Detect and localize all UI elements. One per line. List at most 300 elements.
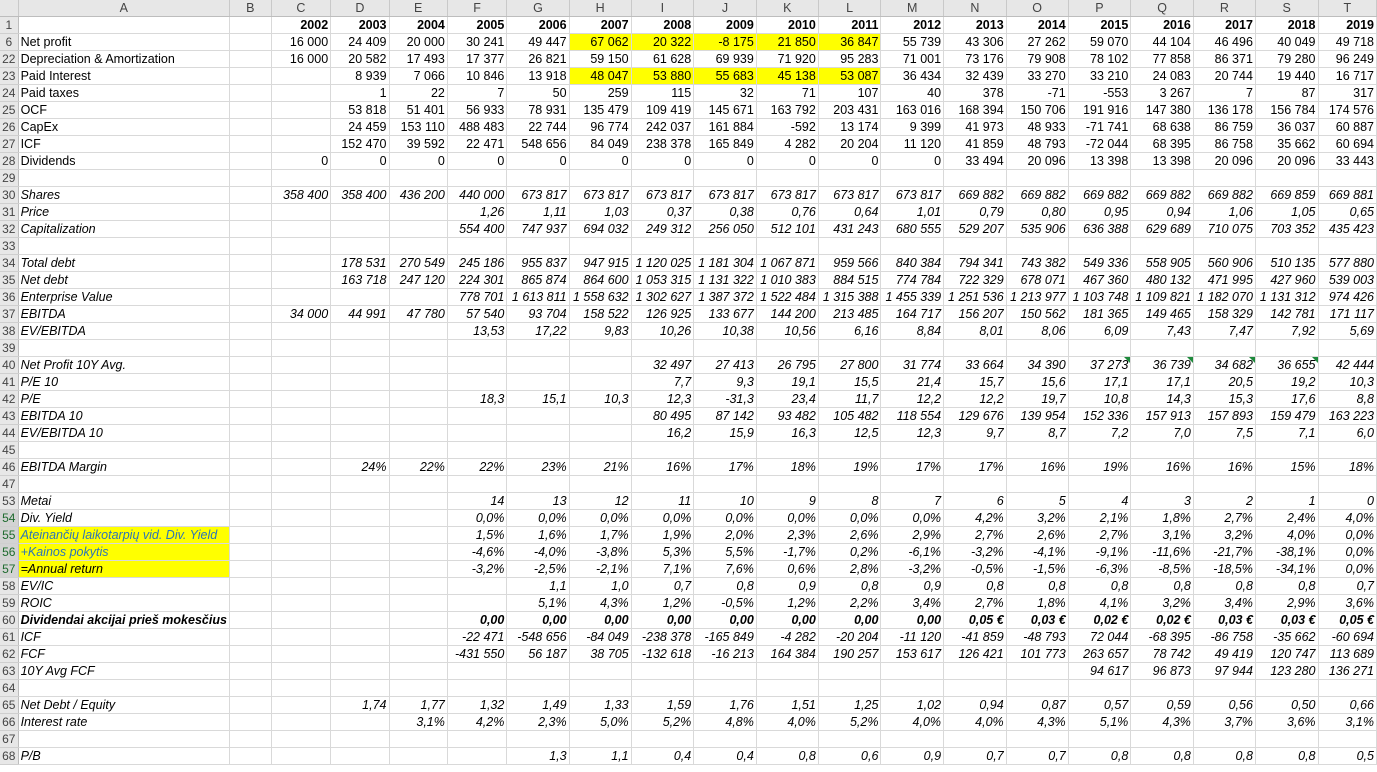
cell-c67[interactable] xyxy=(271,731,331,748)
cell-o68[interactable]: 0,7 xyxy=(1006,748,1068,765)
cell-o46[interactable]: 16% xyxy=(1006,459,1068,476)
cell-g34[interactable]: 955 837 xyxy=(507,255,569,272)
cell-k34[interactable]: 1 067 871 xyxy=(756,255,818,272)
cell-b29[interactable] xyxy=(229,170,271,187)
cell-f38[interactable]: 13,53 xyxy=(447,323,506,340)
cell-f58[interactable] xyxy=(447,578,506,595)
cell-t62[interactable]: 113 689 xyxy=(1318,646,1376,663)
cell-l67[interactable] xyxy=(818,731,881,748)
row-header-23[interactable]: 23 xyxy=(0,68,18,85)
cell-o67[interactable] xyxy=(1006,731,1068,748)
cell-q38[interactable]: 7,43 xyxy=(1131,323,1194,340)
cell-r34[interactable]: 560 906 xyxy=(1193,255,1255,272)
cell-s39[interactable] xyxy=(1255,340,1318,357)
cell-i63[interactable] xyxy=(631,663,694,680)
cell-e33[interactable] xyxy=(389,238,447,255)
cell-q62[interactable]: 78 742 xyxy=(1131,646,1194,663)
cell-q46[interactable]: 16% xyxy=(1131,459,1194,476)
cell-a38[interactable]: EV/EBITDA xyxy=(18,323,229,340)
cell-i30[interactable]: 673 817 xyxy=(631,187,694,204)
cell-e28[interactable]: 0 xyxy=(389,153,447,170)
cell-h38[interactable]: 9,83 xyxy=(569,323,631,340)
cell-r29[interactable] xyxy=(1193,170,1255,187)
cell-g45[interactable] xyxy=(507,442,569,459)
cell-g62[interactable]: 56 187 xyxy=(507,646,569,663)
cell-s57[interactable]: -34,1% xyxy=(1255,561,1318,578)
cell-l44[interactable]: 12,5 xyxy=(818,425,881,442)
cell-q29[interactable] xyxy=(1131,170,1194,187)
cell-i25[interactable]: 109 419 xyxy=(631,102,694,119)
cell-a65[interactable]: Net Debt / Equity xyxy=(18,697,229,714)
cell-c31[interactable] xyxy=(271,204,331,221)
cell-o35[interactable]: 678 071 xyxy=(1006,272,1068,289)
cell-g60[interactable]: 0,00 xyxy=(507,612,569,629)
cell-n22[interactable]: 73 176 xyxy=(944,51,1007,68)
cell-g24[interactable]: 50 xyxy=(507,85,569,102)
cell-k68[interactable]: 0,8 xyxy=(756,748,818,765)
cell-e66[interactable]: 3,1% xyxy=(389,714,447,731)
cell-l64[interactable] xyxy=(818,680,881,697)
cell-o66[interactable]: 4,3% xyxy=(1006,714,1068,731)
cell-l61[interactable]: -20 204 xyxy=(818,629,881,646)
cell-j64[interactable] xyxy=(694,680,757,697)
cell-b63[interactable] xyxy=(229,663,271,680)
cell-f25[interactable]: 56 933 xyxy=(447,102,506,119)
cell-t40[interactable]: 42 444 xyxy=(1318,357,1376,374)
cell-o64[interactable] xyxy=(1006,680,1068,697)
cell-s6[interactable]: 40 049 xyxy=(1255,34,1318,51)
cell-g67[interactable] xyxy=(507,731,569,748)
cell-r68[interactable]: 0,8 xyxy=(1193,748,1255,765)
cell-n61[interactable]: -41 859 xyxy=(944,629,1007,646)
cell-i64[interactable] xyxy=(631,680,694,697)
cell-m65[interactable]: 1,02 xyxy=(881,697,944,714)
cell-n39[interactable] xyxy=(944,340,1007,357)
cell-m54[interactable]: 0,0% xyxy=(881,510,944,527)
cell-m42[interactable]: 12,2 xyxy=(881,391,944,408)
cell-k27[interactable]: 4 282 xyxy=(756,136,818,153)
cell-l57[interactable]: 2,8% xyxy=(818,561,881,578)
row-header-61[interactable]: 61 xyxy=(0,629,18,646)
cell-o45[interactable] xyxy=(1006,442,1068,459)
cell-n37[interactable]: 156 207 xyxy=(944,306,1007,323)
cell-g31[interactable]: 1,11 xyxy=(507,204,569,221)
row-header-34[interactable]: 34 xyxy=(0,255,18,272)
row-header-33[interactable]: 33 xyxy=(0,238,18,255)
cell-d64[interactable] xyxy=(331,680,389,697)
row-header-41[interactable]: 41 xyxy=(0,374,18,391)
column-header-h[interactable]: H xyxy=(569,0,631,17)
cell-k47[interactable] xyxy=(756,476,818,493)
cell-c34[interactable] xyxy=(271,255,331,272)
cell-t22[interactable]: 96 249 xyxy=(1318,51,1376,68)
cell-o31[interactable]: 0,80 xyxy=(1006,204,1068,221)
cell-t35[interactable]: 539 003 xyxy=(1318,272,1376,289)
cell-c41[interactable] xyxy=(271,374,331,391)
cell-h66[interactable]: 5,0% xyxy=(569,714,631,731)
cell-e67[interactable] xyxy=(389,731,447,748)
cell-i53[interactable]: 11 xyxy=(631,493,694,510)
cell-f29[interactable] xyxy=(447,170,506,187)
cell-f53[interactable]: 14 xyxy=(447,493,506,510)
cell-b44[interactable] xyxy=(229,425,271,442)
row-header-36[interactable]: 36 xyxy=(0,289,18,306)
cell-q6[interactable]: 44 104 xyxy=(1131,34,1194,51)
cell-h32[interactable]: 694 032 xyxy=(569,221,631,238)
cell-h60[interactable]: 0,00 xyxy=(569,612,631,629)
cell-k36[interactable]: 1 522 484 xyxy=(756,289,818,306)
cell-l28[interactable]: 0 xyxy=(818,153,881,170)
cell-j26[interactable]: 161 884 xyxy=(694,119,757,136)
cell-a31[interactable]: Price xyxy=(18,204,229,221)
cell-h23[interactable]: 48 047 xyxy=(569,68,631,85)
cell-g44[interactable] xyxy=(507,425,569,442)
cell-k57[interactable]: 0,6% xyxy=(756,561,818,578)
cell-d63[interactable] xyxy=(331,663,389,680)
cell-h62[interactable]: 38 705 xyxy=(569,646,631,663)
cell-d27[interactable]: 152 470 xyxy=(331,136,389,153)
cell-i39[interactable] xyxy=(631,340,694,357)
cell-d67[interactable] xyxy=(331,731,389,748)
cell-o33[interactable] xyxy=(1006,238,1068,255)
cell-t31[interactable]: 0,65 xyxy=(1318,204,1376,221)
cell-j23[interactable]: 55 683 xyxy=(694,68,757,85)
cell-q40[interactable]: 36 739 xyxy=(1131,357,1194,374)
cell-c47[interactable] xyxy=(271,476,331,493)
cell-r28[interactable]: 20 096 xyxy=(1193,153,1255,170)
cell-a43[interactable]: EBITDA 10 xyxy=(18,408,229,425)
cell-o42[interactable]: 19,7 xyxy=(1006,391,1068,408)
cell-k59[interactable]: 1,2% xyxy=(756,595,818,612)
cell-g32[interactable]: 747 937 xyxy=(507,221,569,238)
cell-n1[interactable]: 2013 xyxy=(944,17,1007,34)
cell-g23[interactable]: 13 918 xyxy=(507,68,569,85)
cell-h35[interactable]: 864 600 xyxy=(569,272,631,289)
cell-e64[interactable] xyxy=(389,680,447,697)
cell-g26[interactable]: 22 744 xyxy=(507,119,569,136)
cell-o26[interactable]: 48 933 xyxy=(1006,119,1068,136)
cell-k23[interactable]: 45 138 xyxy=(756,68,818,85)
cell-t46[interactable]: 18% xyxy=(1318,459,1376,476)
cell-n68[interactable]: 0,7 xyxy=(944,748,1007,765)
cell-h44[interactable] xyxy=(569,425,631,442)
cell-g64[interactable] xyxy=(507,680,569,697)
row-header-29[interactable]: 29 xyxy=(0,170,18,187)
cell-l29[interactable] xyxy=(818,170,881,187)
cell-d34[interactable]: 178 531 xyxy=(331,255,389,272)
cell-s54[interactable]: 2,4% xyxy=(1255,510,1318,527)
cell-m53[interactable]: 7 xyxy=(881,493,944,510)
cell-e62[interactable] xyxy=(389,646,447,663)
cell-d42[interactable] xyxy=(331,391,389,408)
cell-r67[interactable] xyxy=(1193,731,1255,748)
cell-m37[interactable]: 164 717 xyxy=(881,306,944,323)
cell-l43[interactable]: 105 482 xyxy=(818,408,881,425)
cell-f65[interactable]: 1,32 xyxy=(447,697,506,714)
cell-p44[interactable]: 7,2 xyxy=(1068,425,1131,442)
cell-q35[interactable]: 480 132 xyxy=(1131,272,1194,289)
cell-q28[interactable]: 13 398 xyxy=(1131,153,1194,170)
cell-t29[interactable] xyxy=(1318,170,1376,187)
cell-r30[interactable]: 669 882 xyxy=(1193,187,1255,204)
cell-r60[interactable]: 0,03 € xyxy=(1193,612,1255,629)
cell-a58[interactable]: EV/IC xyxy=(18,578,229,595)
cell-j1[interactable]: 2009 xyxy=(694,17,757,34)
cell-i34[interactable]: 1 120 025 xyxy=(631,255,694,272)
cell-i56[interactable]: 5,3% xyxy=(631,544,694,561)
cell-f45[interactable] xyxy=(447,442,506,459)
cell-s30[interactable]: 669 859 xyxy=(1255,187,1318,204)
cell-h43[interactable] xyxy=(569,408,631,425)
cell-p22[interactable]: 78 102 xyxy=(1068,51,1131,68)
cell-t44[interactable]: 6,0 xyxy=(1318,425,1376,442)
column-header-t[interactable]: T xyxy=(1318,0,1376,17)
cell-d54[interactable] xyxy=(331,510,389,527)
cell-a53[interactable]: Metai xyxy=(18,493,229,510)
cell-g59[interactable]: 5,1% xyxy=(507,595,569,612)
cell-r57[interactable]: -18,5% xyxy=(1193,561,1255,578)
cell-k37[interactable]: 144 200 xyxy=(756,306,818,323)
row-header-56[interactable]: 56 xyxy=(0,544,18,561)
cell-n35[interactable]: 722 329 xyxy=(944,272,1007,289)
cell-b39[interactable] xyxy=(229,340,271,357)
cell-b46[interactable] xyxy=(229,459,271,476)
row-header-22[interactable]: 22 xyxy=(0,51,18,68)
cell-h26[interactable]: 96 774 xyxy=(569,119,631,136)
row-header-68[interactable]: 68 xyxy=(0,748,18,765)
cell-r42[interactable]: 15,3 xyxy=(1193,391,1255,408)
cell-s27[interactable]: 35 662 xyxy=(1255,136,1318,153)
cell-a68[interactable]: P/B xyxy=(18,748,229,765)
cell-e36[interactable] xyxy=(389,289,447,306)
cell-f34[interactable]: 245 186 xyxy=(447,255,506,272)
row-header-40[interactable]: 40 xyxy=(0,357,18,374)
cell-c33[interactable] xyxy=(271,238,331,255)
cell-s22[interactable]: 79 280 xyxy=(1255,51,1318,68)
cell-i65[interactable]: 1,59 xyxy=(631,697,694,714)
cell-q36[interactable]: 1 109 821 xyxy=(1131,289,1194,306)
cell-l38[interactable]: 6,16 xyxy=(818,323,881,340)
cell-m47[interactable] xyxy=(881,476,944,493)
cell-m63[interactable] xyxy=(881,663,944,680)
cell-s44[interactable]: 7,1 xyxy=(1255,425,1318,442)
cell-j55[interactable]: 2,0% xyxy=(694,527,757,544)
cell-c40[interactable] xyxy=(271,357,331,374)
cell-c29[interactable] xyxy=(271,170,331,187)
cell-g54[interactable]: 0,0% xyxy=(507,510,569,527)
cell-t65[interactable]: 0,66 xyxy=(1318,697,1376,714)
cell-l41[interactable]: 15,5 xyxy=(818,374,881,391)
cell-c61[interactable] xyxy=(271,629,331,646)
cell-e6[interactable]: 20 000 xyxy=(389,34,447,51)
cell-g56[interactable]: -4,0% xyxy=(507,544,569,561)
row-header-26[interactable]: 26 xyxy=(0,119,18,136)
cell-l24[interactable]: 107 xyxy=(818,85,881,102)
cell-t68[interactable]: 0,5 xyxy=(1318,748,1376,765)
cell-n34[interactable]: 794 341 xyxy=(944,255,1007,272)
cell-l31[interactable]: 0,64 xyxy=(818,204,881,221)
cell-s25[interactable]: 156 784 xyxy=(1255,102,1318,119)
cell-a34[interactable]: Total debt xyxy=(18,255,229,272)
cell-k39[interactable] xyxy=(756,340,818,357)
cell-c64[interactable] xyxy=(271,680,331,697)
cell-i35[interactable]: 1 053 315 xyxy=(631,272,694,289)
cell-a67[interactable] xyxy=(18,731,229,748)
cell-b37[interactable] xyxy=(229,306,271,323)
cell-p27[interactable]: -72 044 xyxy=(1068,136,1131,153)
cell-i26[interactable]: 242 037 xyxy=(631,119,694,136)
cell-c37[interactable]: 34 000 xyxy=(271,306,331,323)
cell-f56[interactable]: -4,6% xyxy=(447,544,506,561)
cell-a33[interactable] xyxy=(18,238,229,255)
cell-g40[interactable] xyxy=(507,357,569,374)
cell-i41[interactable]: 7,7 xyxy=(631,374,694,391)
cell-k67[interactable] xyxy=(756,731,818,748)
cell-o1[interactable]: 2014 xyxy=(1006,17,1068,34)
cell-f62[interactable]: -431 550 xyxy=(447,646,506,663)
column-header-o[interactable]: O xyxy=(1006,0,1068,17)
cell-n38[interactable]: 8,01 xyxy=(944,323,1007,340)
cell-l42[interactable]: 11,7 xyxy=(818,391,881,408)
cell-g58[interactable]: 1,1 xyxy=(507,578,569,595)
cell-m59[interactable]: 3,4% xyxy=(881,595,944,612)
cell-p47[interactable] xyxy=(1068,476,1131,493)
cell-d41[interactable] xyxy=(331,374,389,391)
cell-j61[interactable]: -165 849 xyxy=(694,629,757,646)
cell-f6[interactable]: 30 241 xyxy=(447,34,506,51)
cell-p58[interactable]: 0,8 xyxy=(1068,578,1131,595)
cell-m33[interactable] xyxy=(881,238,944,255)
cell-s33[interactable] xyxy=(1255,238,1318,255)
cell-i62[interactable]: -132 618 xyxy=(631,646,694,663)
cell-c63[interactable] xyxy=(271,663,331,680)
cell-d65[interactable]: 1,74 xyxy=(331,697,389,714)
cell-t66[interactable]: 3,1% xyxy=(1318,714,1376,731)
row-header-65[interactable]: 65 xyxy=(0,697,18,714)
row-header-38[interactable]: 38 xyxy=(0,323,18,340)
cell-h42[interactable]: 10,3 xyxy=(569,391,631,408)
cell-j39[interactable] xyxy=(694,340,757,357)
cell-q61[interactable]: -68 395 xyxy=(1131,629,1194,646)
cell-d30[interactable]: 358 400 xyxy=(331,187,389,204)
cell-n32[interactable]: 529 207 xyxy=(944,221,1007,238)
cell-p57[interactable]: -6,3% xyxy=(1068,561,1131,578)
cell-a32[interactable]: Capitalization xyxy=(18,221,229,238)
cell-m29[interactable] xyxy=(881,170,944,187)
cell-a6[interactable]: Net profit xyxy=(18,34,229,51)
cell-a26[interactable]: CapEx xyxy=(18,119,229,136)
cell-p37[interactable]: 181 365 xyxy=(1068,306,1131,323)
cell-t36[interactable]: 974 426 xyxy=(1318,289,1376,306)
cell-r38[interactable]: 7,47 xyxy=(1193,323,1255,340)
cell-q23[interactable]: 24 083 xyxy=(1131,68,1194,85)
cell-n6[interactable]: 43 306 xyxy=(944,34,1007,51)
cell-e38[interactable] xyxy=(389,323,447,340)
cell-k1[interactable]: 2010 xyxy=(756,17,818,34)
cell-f64[interactable] xyxy=(447,680,506,697)
cell-p55[interactable]: 2,7% xyxy=(1068,527,1131,544)
cell-t55[interactable]: 0,0% xyxy=(1318,527,1376,544)
cell-l55[interactable]: 2,6% xyxy=(818,527,881,544)
cell-a45[interactable] xyxy=(18,442,229,459)
cell-m34[interactable]: 840 384 xyxy=(881,255,944,272)
cell-m43[interactable]: 118 554 xyxy=(881,408,944,425)
cell-g63[interactable] xyxy=(507,663,569,680)
cell-a23[interactable]: Paid Interest xyxy=(18,68,229,85)
cell-k54[interactable]: 0,0% xyxy=(756,510,818,527)
cell-f54[interactable]: 0,0% xyxy=(447,510,506,527)
cell-c68[interactable] xyxy=(271,748,331,765)
cell-b55[interactable] xyxy=(229,527,271,544)
cell-n26[interactable]: 41 973 xyxy=(944,119,1007,136)
cell-f41[interactable] xyxy=(447,374,506,391)
cell-l22[interactable]: 95 283 xyxy=(818,51,881,68)
cell-q31[interactable]: 0,94 xyxy=(1131,204,1194,221)
cell-m55[interactable]: 2,9% xyxy=(881,527,944,544)
cell-n66[interactable]: 4,0% xyxy=(944,714,1007,731)
cell-e56[interactable] xyxy=(389,544,447,561)
cell-i58[interactable]: 0,7 xyxy=(631,578,694,595)
cell-d45[interactable] xyxy=(331,442,389,459)
cell-f24[interactable]: 7 xyxy=(447,85,506,102)
cell-t30[interactable]: 669 881 xyxy=(1318,187,1376,204)
cell-m46[interactable]: 17% xyxy=(881,459,944,476)
cell-q65[interactable]: 0,59 xyxy=(1131,697,1194,714)
cell-i38[interactable]: 10,26 xyxy=(631,323,694,340)
cell-b24[interactable] xyxy=(229,85,271,102)
cell-t39[interactable] xyxy=(1318,340,1376,357)
cell-h27[interactable]: 84 049 xyxy=(569,136,631,153)
cell-c58[interactable] xyxy=(271,578,331,595)
cell-t60[interactable]: 0,05 € xyxy=(1318,612,1376,629)
cell-a61[interactable]: ICF xyxy=(18,629,229,646)
cell-a24[interactable]: Paid taxes xyxy=(18,85,229,102)
cell-f37[interactable]: 57 540 xyxy=(447,306,506,323)
cell-a39[interactable] xyxy=(18,340,229,357)
cell-n33[interactable] xyxy=(944,238,1007,255)
cell-q41[interactable]: 17,1 xyxy=(1131,374,1194,391)
cell-o28[interactable]: 20 096 xyxy=(1006,153,1068,170)
cell-r35[interactable]: 471 995 xyxy=(1193,272,1255,289)
column-header-n[interactable]: N xyxy=(944,0,1007,17)
cell-d6[interactable]: 24 409 xyxy=(331,34,389,51)
cell-p34[interactable]: 549 336 xyxy=(1068,255,1131,272)
cell-q59[interactable]: 3,2% xyxy=(1131,595,1194,612)
cell-a59[interactable]: ROIC xyxy=(18,595,229,612)
cell-k28[interactable]: 0 xyxy=(756,153,818,170)
cell-c43[interactable] xyxy=(271,408,331,425)
cell-o22[interactable]: 79 908 xyxy=(1006,51,1068,68)
cell-f28[interactable]: 0 xyxy=(447,153,506,170)
cell-k53[interactable]: 9 xyxy=(756,493,818,510)
cell-d44[interactable] xyxy=(331,425,389,442)
cell-j28[interactable]: 0 xyxy=(694,153,757,170)
cell-o56[interactable]: -4,1% xyxy=(1006,544,1068,561)
cell-r1[interactable]: 2017 xyxy=(1193,17,1255,34)
cell-c22[interactable]: 16 000 xyxy=(271,51,331,68)
cell-d37[interactable]: 44 991 xyxy=(331,306,389,323)
row-header-54[interactable]: 54 xyxy=(0,510,18,527)
cell-o47[interactable] xyxy=(1006,476,1068,493)
cell-d58[interactable] xyxy=(331,578,389,595)
cell-f61[interactable]: -22 471 xyxy=(447,629,506,646)
cell-a57[interactable]: =Annual return xyxy=(18,561,229,578)
cell-m68[interactable]: 0,9 xyxy=(881,748,944,765)
cell-g25[interactable]: 78 931 xyxy=(507,102,569,119)
row-header-37[interactable]: 37 xyxy=(0,306,18,323)
column-header-l[interactable]: L xyxy=(818,0,881,17)
cell-t28[interactable]: 33 443 xyxy=(1318,153,1376,170)
